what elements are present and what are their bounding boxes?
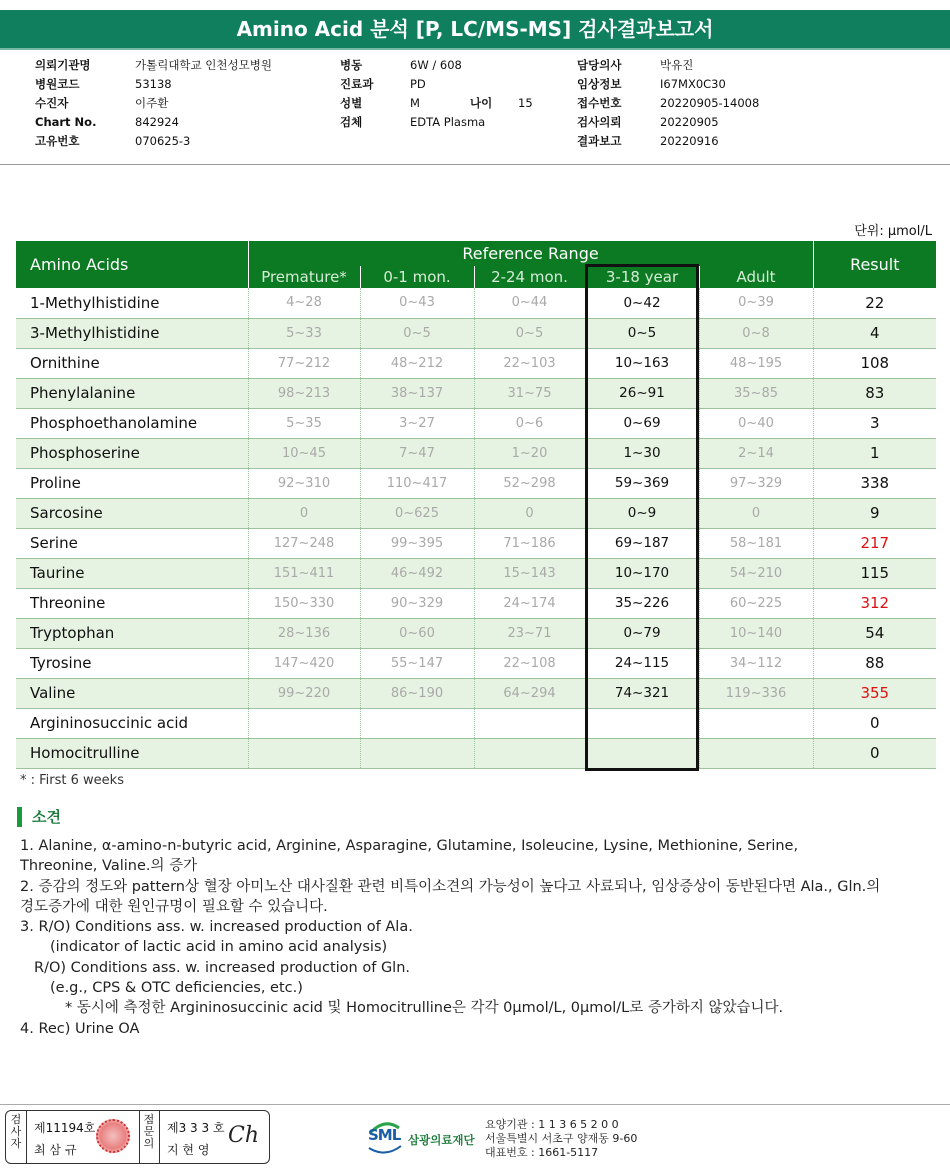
reference-range-cell: 24~174 (474, 588, 585, 618)
info-label: 병동 (340, 58, 363, 72)
reference-range-cell: 110~417 (360, 468, 474, 498)
info-value: 53138 (135, 77, 172, 91)
info-column-2 (340, 56, 533, 132)
info-label: 담당의사 (577, 58, 622, 72)
reference-range-cell: 0~79 (585, 618, 699, 648)
reference-range-cell (248, 738, 360, 768)
specialist-number: 제3 3 3 호 (167, 1121, 225, 1135)
reference-range-cell: 23~71 (474, 618, 585, 648)
reference-range-cell: 10~45 (248, 438, 360, 468)
info-value: I67MX0C30 (660, 77, 726, 91)
table-row (16, 438, 936, 468)
reference-range-cell: 0~69 (585, 408, 699, 438)
reference-range-cell (474, 708, 585, 738)
specialist-name: 지 현 영 (167, 1143, 210, 1157)
reference-range-cell: 2~14 (699, 438, 813, 468)
reference-range-cell: 64~294 (474, 678, 585, 708)
reference-range-cell: 151~411 (248, 558, 360, 588)
reference-range-cell: 99~395 (360, 528, 474, 558)
table-row (16, 498, 936, 528)
reference-range-cell: 1~30 (585, 438, 699, 468)
reference-range-cell: 7~47 (360, 438, 474, 468)
info-column-1 (35, 56, 272, 151)
amino-acid-name: Sarcosine (16, 498, 248, 528)
seal-stamp (96, 1119, 130, 1153)
subheader-adult: Adult (699, 266, 813, 288)
amino-acid-name: 1-Methylhistidine (16, 288, 248, 318)
amino-acid-name: Homocitrulline (16, 738, 248, 768)
footnote: * : First 6 weeks (20, 773, 124, 788)
amino-acid-name: Argininosuccinic acid (16, 708, 248, 738)
info-value: EDTA Plasma (410, 115, 486, 129)
reference-range-cell: 34~112 (699, 648, 813, 678)
reference-range-cell: 0~6 (474, 408, 585, 438)
reference-range-cell: 0~43 (360, 288, 474, 318)
amino-acid-name: Phenylalanine (16, 378, 248, 408)
info-value: 이주환 (135, 96, 169, 110)
reference-range-cell: 5~33 (248, 318, 360, 348)
reference-range-cell: 60~225 (699, 588, 813, 618)
reference-range-cell: 74~321 (585, 678, 699, 708)
amino-acid-table (16, 241, 936, 769)
footer-divider (0, 1104, 950, 1105)
subheader-2-24-mon: 2-24 mon. (474, 266, 585, 288)
reference-range-cell: 10~140 (699, 618, 813, 648)
table-row (16, 348, 936, 378)
divider (139, 1111, 140, 1163)
reference-range-cell (474, 738, 585, 768)
reference-range-cell: 55~147 (360, 648, 474, 678)
reference-range-cell: 48~195 (699, 348, 813, 378)
amino-acid-name: Tyrosine (16, 648, 248, 678)
reference-range-cell: 0~5 (474, 318, 585, 348)
reference-range-cell: 0 (248, 498, 360, 528)
reference-range-header: Reference Range (248, 241, 813, 266)
reference-range-cell: 150~330 (248, 588, 360, 618)
result-header: Result (813, 241, 936, 288)
contact-info (485, 1118, 637, 1160)
amino-acid-name: Threonine (16, 588, 248, 618)
reference-range-cell: 92~310 (248, 468, 360, 498)
reference-range-cell: 46~492 (360, 558, 474, 588)
reference-range-cell: 3~27 (360, 408, 474, 438)
reference-range-cell: 97~329 (699, 468, 813, 498)
info-value: 20220916 (660, 134, 719, 148)
table-row (16, 678, 936, 708)
reference-range-cell: 15~143 (474, 558, 585, 588)
findings-title: 소견 (17, 807, 61, 827)
handwritten-signature: Ch (228, 1123, 260, 1148)
patient-info (0, 56, 950, 156)
divider (159, 1111, 160, 1163)
reference-range-cell: 86~190 (360, 678, 474, 708)
result-value: 217 (813, 528, 936, 558)
reference-range-cell: 24~115 (585, 648, 699, 678)
finding-line: 1. Alanine, α-amino-n-butyric acid, Arginine, Asparagine, Glutamine, Isoleucine, Lysine, Methionine, Serine, (20, 838, 799, 854)
contact-line: 요양기관 : 1 1 3 6 5 2 0 0 (485, 1118, 619, 1131)
finding-line: 경도증가에 대한 원인규명이 필요할 수 있습니다. (20, 898, 328, 915)
result-value: 88 (813, 648, 936, 678)
reference-range-cell: 22~108 (474, 648, 585, 678)
info-label: 성별 (340, 96, 363, 110)
result-value: 355 (813, 678, 936, 708)
reference-range-cell: 119~336 (699, 678, 813, 708)
info-value: 6W / 608 (410, 58, 462, 72)
reference-range-cell: 5~35 (248, 408, 360, 438)
reference-range-cell: 0~44 (474, 288, 585, 318)
reference-range-cell: 0~625 (360, 498, 474, 528)
info-value: 가톨릭대학교 인천성모병원 (135, 58, 272, 72)
info-value: M (410, 96, 420, 110)
amino-acids-header: Amino Acids (16, 241, 248, 288)
reference-range-cell: 26~91 (585, 378, 699, 408)
reference-range-cell: 0~5 (360, 318, 474, 348)
result-value: 338 (813, 468, 936, 498)
table-row (16, 648, 936, 678)
reference-range-cell (699, 708, 813, 738)
table-row (16, 708, 936, 738)
info-divider (0, 164, 950, 165)
reference-range-cell: 54~210 (699, 558, 813, 588)
result-value: 0 (813, 708, 936, 738)
table-row (16, 738, 936, 768)
subheader-premature: Premature* (248, 266, 360, 288)
info-label: 의뢰기관명 (35, 58, 91, 72)
reference-range-cell: 31~75 (474, 378, 585, 408)
subheader-0-1-mon: 0-1 mon. (360, 266, 474, 288)
reference-range-cell: 10~163 (585, 348, 699, 378)
unit-label: 단위: μmol/L (854, 224, 932, 239)
table-row (16, 528, 936, 558)
info-label: 접수번호 (577, 96, 622, 110)
reference-range-cell: 71~186 (474, 528, 585, 558)
amino-acid-name: Tryptophan (16, 618, 248, 648)
info-value: 070625-3 (135, 134, 191, 148)
logo-mark-text: SML (368, 1126, 401, 1144)
reference-range-cell (585, 738, 699, 768)
reference-range-cell: 59~369 (585, 468, 699, 498)
reference-range-cell (248, 708, 360, 738)
amino-acid-name: Phosphoethanolamine (16, 408, 248, 438)
result-value: 115 (813, 558, 936, 588)
info-label: 검체 (340, 115, 363, 129)
reference-range-cell: 69~187 (585, 528, 699, 558)
result-value: 1 (813, 438, 936, 468)
reference-range-cell: 22~103 (474, 348, 585, 378)
info-label: 수진자 (35, 96, 69, 110)
signature-box (5, 1110, 270, 1164)
table-row (16, 318, 936, 348)
table-row (16, 378, 936, 408)
info-label: 진료과 (340, 77, 374, 91)
specialist-label: 점문의 (143, 1113, 155, 1150)
finding-line: R/O) Conditions ass. w. increased production of Gln. (34, 959, 411, 976)
info-value: 20220905 (660, 115, 719, 129)
finding-line: (e.g., CPS & OTC deficiencies, etc.) (50, 980, 303, 997)
examiner-number: 제11194호 (34, 1121, 96, 1135)
amino-acid-name: Proline (16, 468, 248, 498)
table-row (16, 288, 936, 318)
amino-acid-name: Ornithine (16, 348, 248, 378)
result-value: 0 (813, 738, 936, 768)
reference-range-cell: 35~226 (585, 588, 699, 618)
reference-range-cell: 0~5 (585, 318, 699, 348)
amino-acid-name: Phosphoserine (16, 438, 248, 468)
subheader-3-18-year: 3-18 year (585, 266, 699, 288)
contact-line: 서울특별시 서초구 양재동 9-60 (485, 1132, 638, 1145)
title-divider (0, 48, 950, 50)
reference-range-cell: 147~420 (248, 648, 360, 678)
age-label: 나이 (470, 96, 493, 110)
amino-acid-name: 3-Methylhistidine (16, 318, 248, 348)
reference-range-cell: 48~212 (360, 348, 474, 378)
reference-range-cell: 0 (699, 498, 813, 528)
report-title: Amino Acid 분석 [P, LC/MS-MS] 검사결과보고서 (0, 10, 950, 48)
result-value: 54 (813, 618, 936, 648)
reference-range-cell: 0~8 (699, 318, 813, 348)
info-label: 검사의뢰 (577, 115, 622, 129)
reference-range-cell (360, 708, 474, 738)
finding-line: Threonine, Valine.의 증가 (20, 858, 198, 875)
info-value: 박유진 (660, 58, 694, 72)
reference-range-cell: 90~329 (360, 588, 474, 618)
reference-range-cell: 99~220 (248, 678, 360, 708)
reference-range-cell: 0~39 (699, 288, 813, 318)
info-label: 임상정보 (577, 77, 622, 91)
info-value: 842924 (135, 115, 179, 129)
reference-range-cell (699, 738, 813, 768)
contact-line: 대표번호 : 1661-5117 (485, 1146, 599, 1159)
reference-range-cell: 1~20 (474, 438, 585, 468)
finding-line: 3. R/O) Conditions ass. w. increased production of Ala. (20, 919, 413, 936)
info-value: 20220905-14008 (660, 96, 760, 110)
reference-range-cell (360, 738, 474, 768)
reference-range-cell: 10~170 (585, 558, 699, 588)
examiner-name: 최 삼 규 (34, 1143, 77, 1157)
result-value: 83 (813, 378, 936, 408)
reference-range-cell (585, 708, 699, 738)
table-row (16, 558, 936, 588)
examiner-label: 검사자 (10, 1113, 22, 1150)
reference-range-cell: 127~248 (248, 528, 360, 558)
reference-range-cell: 4~28 (248, 288, 360, 318)
result-value: 9 (813, 498, 936, 528)
reference-range-cell: 38~137 (360, 378, 474, 408)
table-row (16, 588, 936, 618)
reference-range-cell: 0~42 (585, 288, 699, 318)
finding-line: 4. Rec) Urine OA (20, 1020, 140, 1037)
reference-range-cell: 28~136 (248, 618, 360, 648)
divider (26, 1111, 27, 1163)
result-value: 312 (813, 588, 936, 618)
reference-range-cell: 0~40 (699, 408, 813, 438)
reference-range-cell: 35~85 (699, 378, 813, 408)
reference-range-cell: 0~60 (360, 618, 474, 648)
finding-line: (indicator of lactic acid in amino acid analysis) (50, 939, 388, 956)
amino-acid-name: Taurine (16, 558, 248, 588)
amino-acid-name: Serine (16, 528, 248, 558)
reference-range-cell: 98~213 (248, 378, 360, 408)
result-value: 22 (813, 288, 936, 318)
reference-range-cell: 52~298 (474, 468, 585, 498)
amino-acid-name: Valine (16, 678, 248, 708)
reference-range-cell: 0 (474, 498, 585, 528)
info-label: 결과보고 (577, 134, 622, 148)
logo-name: 삼광의료재단 (408, 1133, 475, 1147)
result-value: 3 (813, 408, 936, 438)
reference-range-cell: 58~181 (699, 528, 813, 558)
info-value: PD (410, 77, 426, 91)
info-label: 병원코드 (35, 77, 80, 91)
result-value: 108 (813, 348, 936, 378)
info-label: Chart No. (35, 115, 97, 129)
finding-line: 2. 증감의 정도와 pattern상 혈장 아미노산 대사질환 관련 비특이소견의 가능성이 높다고 사료되나, 임상증상이 동반된다면 Ala., Gln.의 (20, 878, 881, 895)
result-value: 4 (813, 318, 936, 348)
reference-range-cell: 0~9 (585, 498, 699, 528)
table-row (16, 468, 936, 498)
findings (20, 836, 940, 1039)
table-row (16, 408, 936, 438)
info-column-3 (577, 56, 759, 151)
finding-line: * 동시에 측정한 Argininosuccinic acid 및 Homocitrulline은 각각 0μmol/L, 0μmol/L로 증가하지 않았습니다. (65, 1000, 784, 1017)
age-value: 15 (518, 96, 533, 110)
info-label: 고유번호 (35, 134, 80, 148)
reference-range-cell: 77~212 (248, 348, 360, 378)
table-row (16, 618, 936, 648)
